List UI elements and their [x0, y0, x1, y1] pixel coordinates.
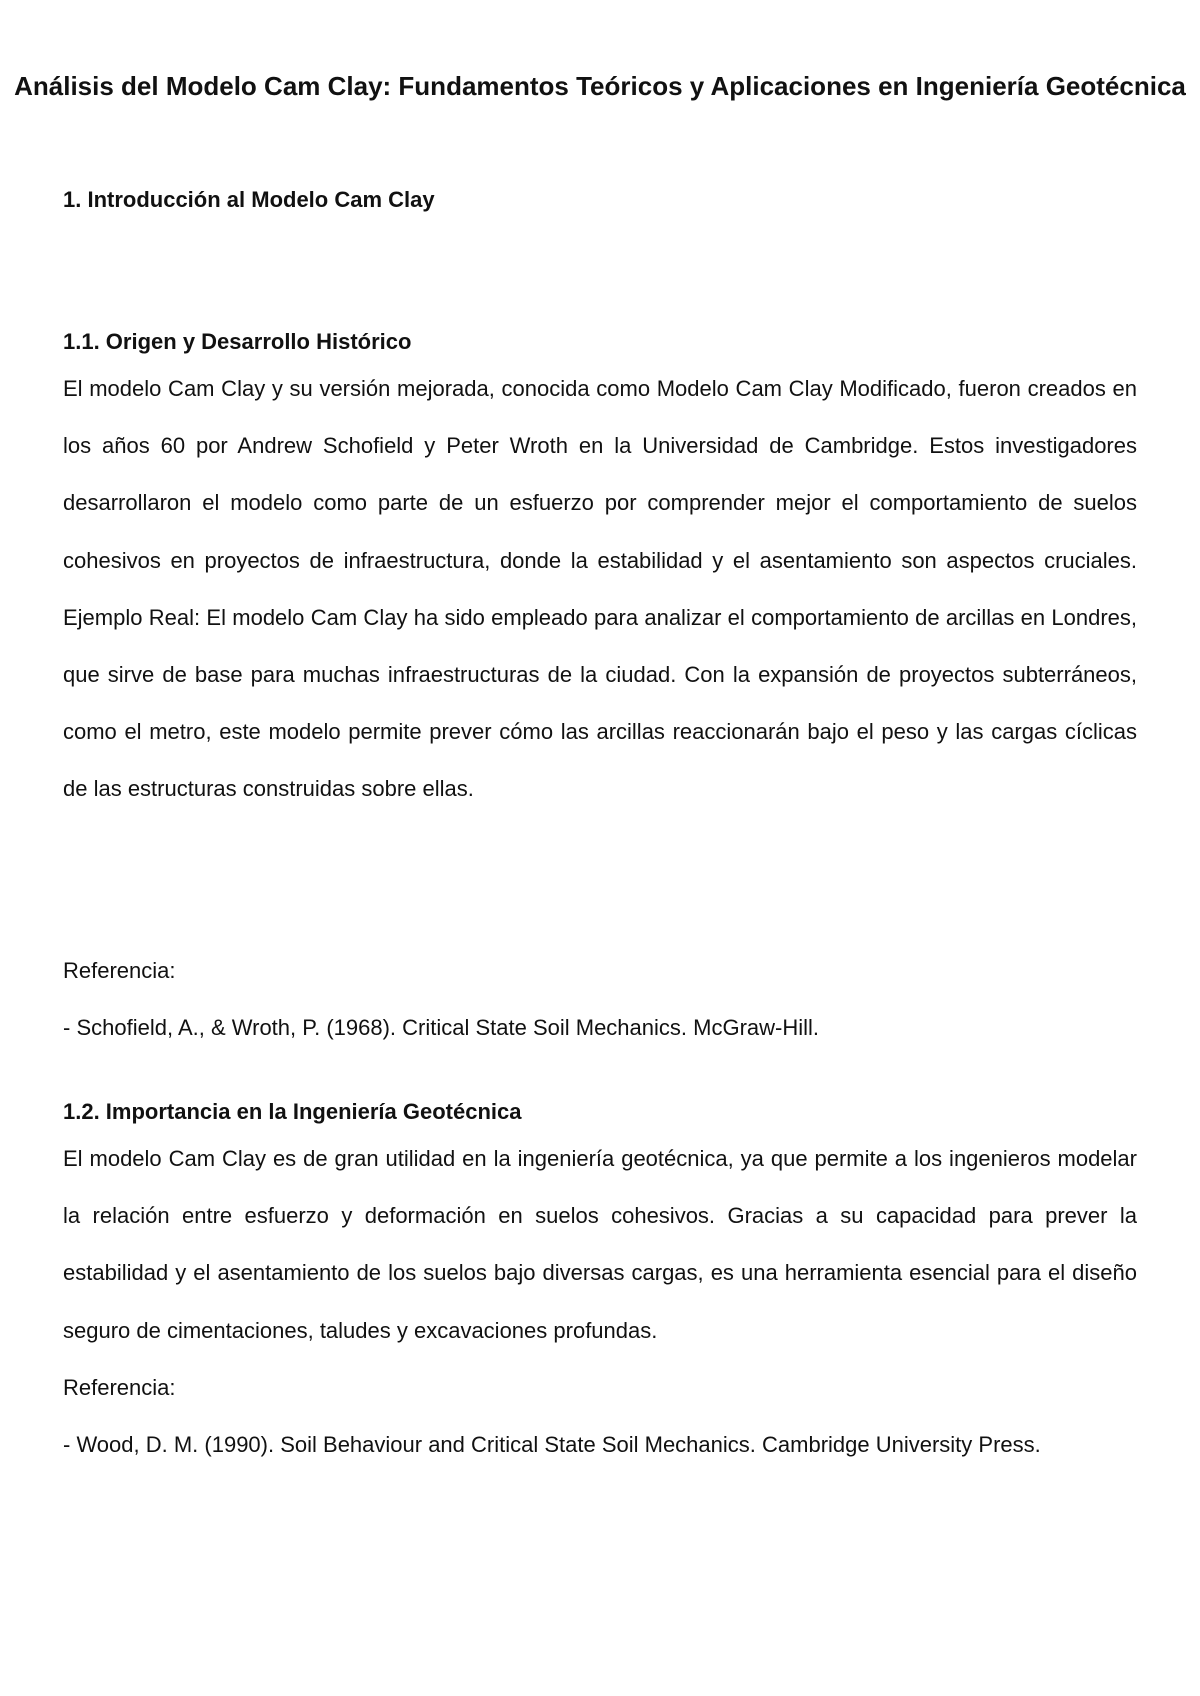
- section-1-1-paragraph: El modelo Cam Clay y su versión mejorada, conocida como Modelo Cam Clay Modificado, fueron creados en los años 60 por Andrew Schofield y Peter Wroth en la Universidad de Cambridge. Estos investigadores desarrollaron el modelo como parte de un esfuerzo por comprender mejor el comportamiento de suelos cohesivos en proyectos de infraestructura, donde la estabilidad y el asentamiento son aspectos cruciales. Ejemplo Real: El modelo Cam Clay ha sido empleado para analizar el comportamiento de arcillas en Londres, que sirve de base para muchas infraestructuras de la ciudad. Con la expansión de proyectos subterráneos, como el metro, este modelo permite prever cómo las arcillas reaccionarán bajo el peso y las cargas cíclicas de las estructuras construidas sobre ellas.: [63, 376, 1137, 802]
- section-1-heading: 1. Introducción al Modelo Cam Clay: [63, 187, 435, 212]
- reference-label: Referencia:: [63, 1374, 176, 1400]
- section-1-1: [63, 324, 1137, 818]
- section-1-2: [63, 1094, 1137, 1473]
- reference-entry: - Wood, D. M. (1990). Soil Behaviour and Critical State Soil Mechanics. Cambridge University Press.: [63, 1432, 1041, 1458]
- reference-label: Referencia:: [63, 958, 176, 983]
- section-1-2-heading: 1.2. Importancia en la Ingeniería Geotécnica: [63, 1099, 522, 1124]
- section-1-1-heading: 1.1. Origen y Desarrollo Histórico: [63, 329, 412, 354]
- document-title: Análisis del Modelo Cam Clay: Fundamentos Teóricos y Aplicaciones en Ingeniería Geotécnica: [14, 71, 1186, 101]
- section-1-2-paragraph: El modelo Cam Clay es de gran utilidad en la ingeniería geotécnica, ya que permite a los ingenieros modelar la relación entre esfuerzo y deformación en suelos cohesivos. Gracias a su capacidad para prever la estabilidad y el asentamiento de los suelos bajo diversas cargas, es una herramienta esencial para el diseño seguro de cimentaciones, taludes y excavaciones profundas.: [63, 1146, 1137, 1343]
- section-1-1-reference: [63, 942, 1137, 1056]
- reference-entry: - Schofield, A., & Wroth, P. (1968). Critical State Soil Mechanics. McGraw-Hill.: [63, 1015, 820, 1041]
